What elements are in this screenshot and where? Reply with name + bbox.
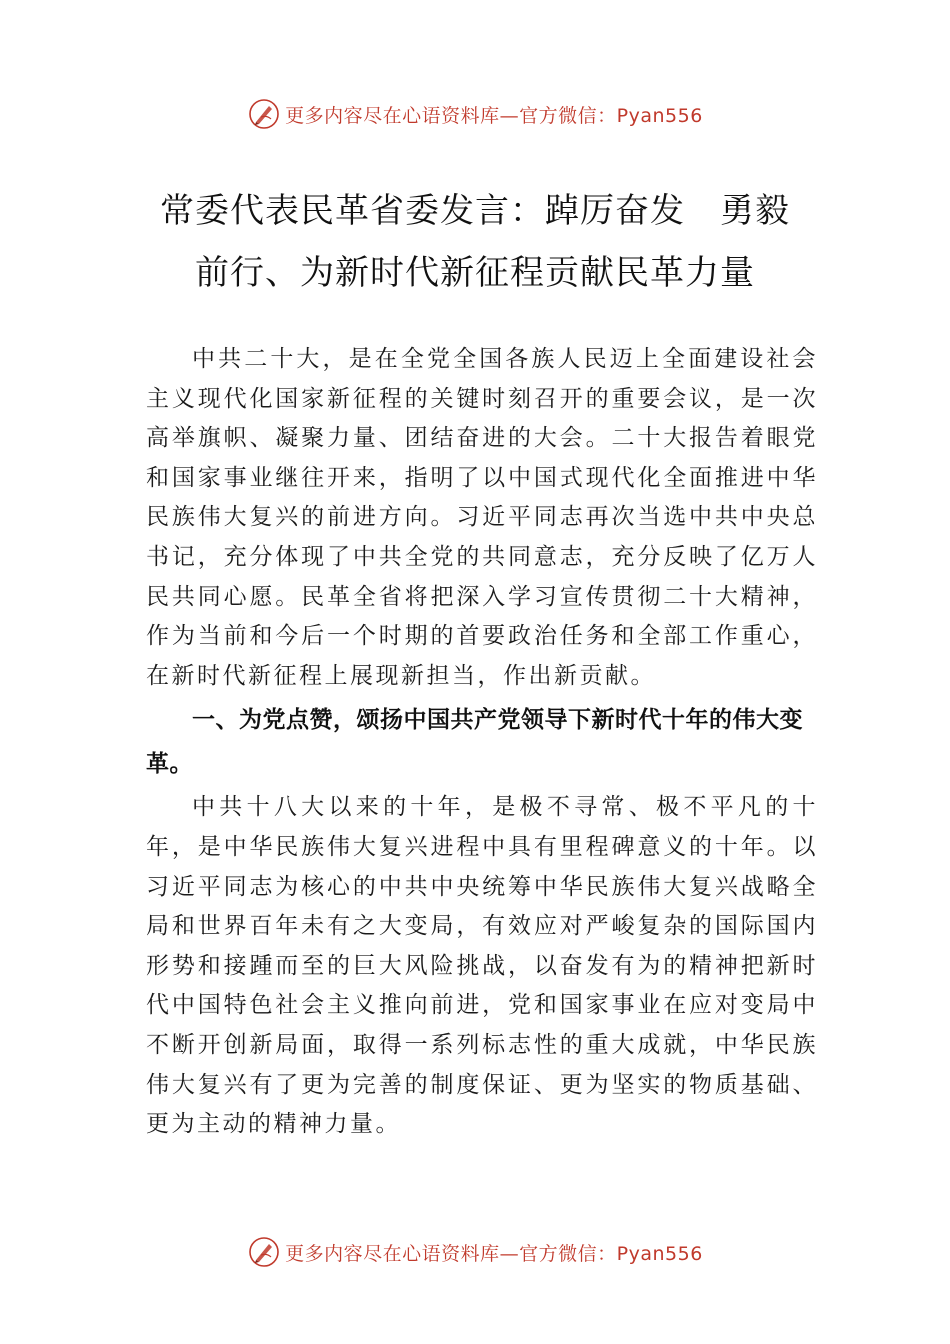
paragraph-2: 中共十八大以来的十年，是极不寻常、极不平凡的十年，是中华民族伟大复兴进程中具有里程碑意义的十年。以习近平同志为核心的中共中央统筹中华民族伟大复兴战略全局和世界百年未有之大变局，有效应对严峻复杂的国际国内形势和接踵而至的巨大风险挑战，以奋发有为的精神把新时代中国特色社会主义推向前进，党和国家事业在应对变局中不断开创新局面，取得一系列标志性的重大成就，中华民族伟大复兴有了更为完善的制度保证、更为坚实的物质基础、更为主动的精神力量。 bbox=[146, 794, 818, 1138]
footer-banner bbox=[0, 1232, 950, 1272]
banner-text: 更多内容尽在心语资料库—官方微信：Pyan556 bbox=[285, 1242, 703, 1265]
pen-quill-logo-icon bbox=[247, 1235, 281, 1269]
header-banner bbox=[0, 94, 950, 134]
wechat-id: Pyan556 bbox=[616, 1242, 703, 1265]
section-heading-1: 一、为党点赞，颂扬中国共产党领导下新时代十年的伟大变革。 bbox=[146, 707, 803, 778]
document-title bbox=[100, 180, 850, 304]
banner-text: 更多内容尽在心语资料库—官方微信：Pyan556 bbox=[285, 104, 703, 127]
wechat-id: Pyan556 bbox=[616, 104, 703, 127]
title-line-1: 常委代表民革省委发言：踔厉奋发 勇毅 bbox=[160, 191, 790, 231]
title-line-2: 前行、为新时代新征程贡献民革力量 bbox=[195, 253, 755, 293]
pen-quill-logo-icon bbox=[247, 97, 281, 131]
paragraph-1: 中共二十大，是在全党全国各族人民迈上全面建设社会主义现代化国家新征程的关键时刻召开的重要会议，是一次高举旗帜、凝聚力量、团结奋进的大会。二十大报告着眼党和国家事业继往开来，指明了以中国式现代化全面推进中华民族伟大复兴的前进方向。习近平同志再次当选中共中央总书记，充分体现了中共全党的共同意志，充分反映了亿万人民共同心愿。民革全省将把深入学习宣传贯彻二十大精神， 作为当前和今后一个时期的首要政治任务和全部工作重心， 在新时代新征程上展现新担当，作出新贡献。 bbox=[146, 346, 818, 689]
document-body bbox=[146, 340, 818, 1145]
